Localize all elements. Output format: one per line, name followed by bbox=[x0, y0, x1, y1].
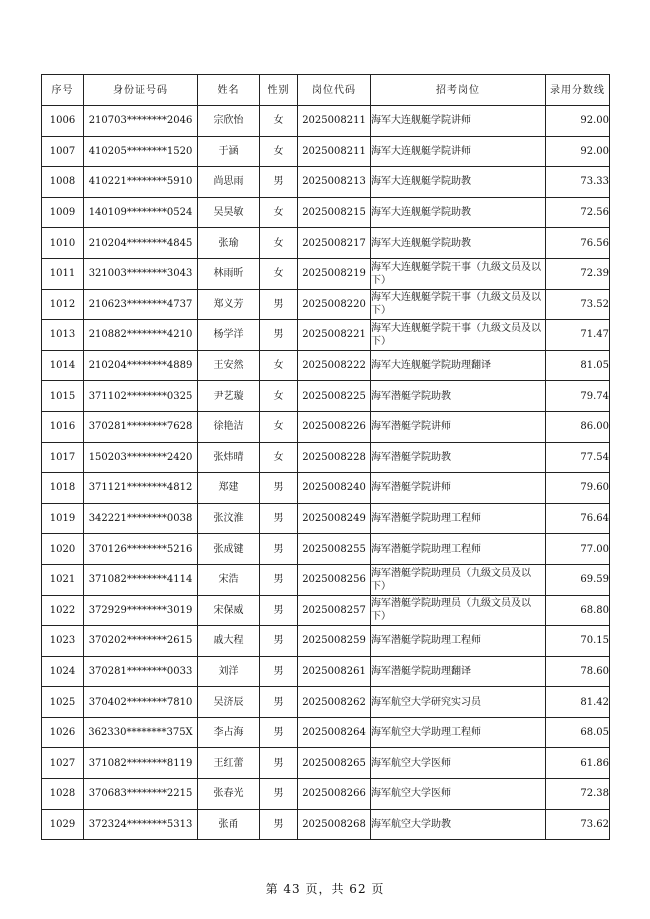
table-row bbox=[42, 197, 610, 228]
cell-score: 68.80 bbox=[546, 595, 610, 626]
cell-score: 69.59 bbox=[546, 564, 610, 595]
cell-score: 79.74 bbox=[546, 381, 610, 412]
results-table bbox=[41, 74, 610, 840]
cell-id-number: 150203********2420 bbox=[84, 442, 198, 473]
cell-gender: 男 bbox=[260, 289, 298, 320]
cell-post: 海军大连舰艇学院讲师 bbox=[371, 106, 546, 137]
cell-id-number: 210882********4210 bbox=[84, 320, 198, 351]
cell-seq: 1015 bbox=[42, 381, 84, 412]
cell-post-code: 2025008220 bbox=[298, 289, 371, 320]
table-row bbox=[42, 136, 610, 167]
header-score: 录用分数线 bbox=[546, 75, 610, 106]
cell-name: 吴昊敏 bbox=[198, 197, 260, 228]
cell-score: 78.60 bbox=[546, 656, 610, 687]
table-row bbox=[42, 289, 610, 320]
cell-post: 海军大连舰艇学院讲师 bbox=[371, 136, 546, 167]
cell-post: 海军大连舰艇学院助教 bbox=[371, 197, 546, 228]
cell-gender: 女 bbox=[260, 381, 298, 412]
cell-score: 81.05 bbox=[546, 350, 610, 381]
table-row bbox=[42, 717, 610, 748]
cell-seq: 1029 bbox=[42, 809, 84, 840]
cell-name: 张瑜 bbox=[198, 228, 260, 259]
cell-id-number: 371082********8119 bbox=[84, 748, 198, 779]
table-row bbox=[42, 106, 610, 137]
cell-post: 海军航空大学研究实习员 bbox=[371, 687, 546, 718]
header-post-code: 岗位代码 bbox=[298, 75, 371, 106]
cell-id-number: 370402********7810 bbox=[84, 687, 198, 718]
cell-post: 海军潜艇学院助理工程师 bbox=[371, 534, 546, 565]
cell-post-code: 2025008266 bbox=[298, 779, 371, 810]
cell-post: 海军潜艇学院助教 bbox=[371, 381, 546, 412]
cell-name: 宋保威 bbox=[198, 595, 260, 626]
cell-gender: 女 bbox=[260, 197, 298, 228]
table-row bbox=[42, 809, 610, 840]
cell-gender: 男 bbox=[260, 717, 298, 748]
cell-name: 杨学洋 bbox=[198, 320, 260, 351]
table-header-row bbox=[42, 75, 610, 106]
cell-id-number: 410221********5910 bbox=[84, 167, 198, 198]
cell-score: 86.00 bbox=[546, 411, 610, 442]
cell-name: 刘洋 bbox=[198, 656, 260, 687]
cell-seq: 1011 bbox=[42, 258, 84, 289]
cell-post: 海军潜艇学院助理员（九级文员及以下） bbox=[371, 564, 546, 595]
table-row bbox=[42, 442, 610, 473]
cell-gender: 女 bbox=[260, 106, 298, 137]
cell-post-code: 2025008264 bbox=[298, 717, 371, 748]
cell-id-number: 371102********0325 bbox=[84, 381, 198, 412]
cell-id-number: 210703********2046 bbox=[84, 106, 198, 137]
cell-name: 李占海 bbox=[198, 717, 260, 748]
cell-post: 海军航空大学助理工程师 bbox=[371, 717, 546, 748]
cell-gender: 女 bbox=[260, 350, 298, 381]
table-row bbox=[42, 411, 610, 442]
cell-seq: 1018 bbox=[42, 473, 84, 504]
cell-id-number: 410205********1520 bbox=[84, 136, 198, 167]
cell-post-code: 2025008262 bbox=[298, 687, 371, 718]
cell-score: 61.86 bbox=[546, 748, 610, 779]
cell-seq: 1020 bbox=[42, 534, 84, 565]
cell-name: 于涵 bbox=[198, 136, 260, 167]
cell-score: 92.00 bbox=[546, 106, 610, 137]
cell-seq: 1006 bbox=[42, 106, 84, 137]
cell-post: 海军大连舰艇学院助理翻译 bbox=[371, 350, 546, 381]
cell-score: 73.62 bbox=[546, 809, 610, 840]
cell-id-number: 210623********4737 bbox=[84, 289, 198, 320]
cell-seq: 1022 bbox=[42, 595, 84, 626]
cell-score: 73.52 bbox=[546, 289, 610, 320]
header-name: 姓名 bbox=[198, 75, 260, 106]
cell-score: 72.38 bbox=[546, 779, 610, 810]
cell-seq: 1024 bbox=[42, 656, 84, 687]
table-body bbox=[42, 106, 610, 840]
header-id-number: 身份证号码 bbox=[84, 75, 198, 106]
header-gender: 性别 bbox=[260, 75, 298, 106]
cell-name: 张汶淮 bbox=[198, 503, 260, 534]
cell-seq: 1017 bbox=[42, 442, 84, 473]
table-row bbox=[42, 320, 610, 351]
cell-gender: 男 bbox=[260, 473, 298, 504]
cell-seq: 1023 bbox=[42, 626, 84, 657]
cell-score: 92.00 bbox=[546, 136, 610, 167]
cell-seq: 1016 bbox=[42, 411, 84, 442]
table-row bbox=[42, 626, 610, 657]
cell-score: 79.60 bbox=[546, 473, 610, 504]
cell-id-number: 371121********4812 bbox=[84, 473, 198, 504]
cell-gender: 女 bbox=[260, 136, 298, 167]
cell-score: 71.47 bbox=[546, 320, 610, 351]
cell-gender: 男 bbox=[260, 320, 298, 351]
cell-post-code: 2025008213 bbox=[298, 167, 371, 198]
cell-post-code: 2025008211 bbox=[298, 136, 371, 167]
cell-name: 郑义芳 bbox=[198, 289, 260, 320]
cell-seq: 1014 bbox=[42, 350, 84, 381]
table-row bbox=[42, 258, 610, 289]
cell-post: 海军潜艇学院助理工程师 bbox=[371, 626, 546, 657]
cell-name: 王安然 bbox=[198, 350, 260, 381]
cell-id-number: 372324********5313 bbox=[84, 809, 198, 840]
cell-id-number: 210204********4889 bbox=[84, 350, 198, 381]
cell-post: 海军潜艇学院讲师 bbox=[371, 473, 546, 504]
table-row bbox=[42, 167, 610, 198]
cell-id-number: 362330********375X bbox=[84, 717, 198, 748]
cell-post: 海军潜艇学院助理员（九级文员及以下） bbox=[371, 595, 546, 626]
table-row bbox=[42, 595, 610, 626]
cell-score: 76.64 bbox=[546, 503, 610, 534]
cell-name: 徐艳洁 bbox=[198, 411, 260, 442]
cell-post: 海军潜艇学院助理工程师 bbox=[371, 503, 546, 534]
cell-seq: 1008 bbox=[42, 167, 84, 198]
cell-post: 海军大连舰艇学院干事（九级文员及以下） bbox=[371, 320, 546, 351]
cell-post-code: 2025008259 bbox=[298, 626, 371, 657]
cell-seq: 1013 bbox=[42, 320, 84, 351]
cell-post-code: 2025008257 bbox=[298, 595, 371, 626]
header-seq: 序号 bbox=[42, 75, 84, 106]
cell-post: 海军大连舰艇学院助教 bbox=[371, 228, 546, 259]
cell-gender: 男 bbox=[260, 656, 298, 687]
table-row bbox=[42, 534, 610, 565]
cell-id-number: 321003********3043 bbox=[84, 258, 198, 289]
table-row bbox=[42, 473, 610, 504]
cell-score: 81.42 bbox=[546, 687, 610, 718]
cell-post-code: 2025008226 bbox=[298, 411, 371, 442]
cell-name: 张炜晴 bbox=[198, 442, 260, 473]
cell-post: 海军潜艇学院讲师 bbox=[371, 411, 546, 442]
cell-post-code: 2025008228 bbox=[298, 442, 371, 473]
cell-id-number: 370126********5216 bbox=[84, 534, 198, 565]
cell-seq: 1025 bbox=[42, 687, 84, 718]
cell-name: 尚思雨 bbox=[198, 167, 260, 198]
table-row bbox=[42, 381, 610, 412]
cell-post-code: 2025008221 bbox=[298, 320, 371, 351]
table-row bbox=[42, 503, 610, 534]
cell-gender: 男 bbox=[260, 809, 298, 840]
cell-gender: 男 bbox=[260, 503, 298, 534]
cell-post: 海军潜艇学院助教 bbox=[371, 442, 546, 473]
cell-score: 72.56 bbox=[546, 197, 610, 228]
cell-score: 77.00 bbox=[546, 534, 610, 565]
table-row bbox=[42, 564, 610, 595]
cell-name: 张甬 bbox=[198, 809, 260, 840]
cell-name: 张春光 bbox=[198, 779, 260, 810]
cell-post-code: 2025008219 bbox=[298, 258, 371, 289]
cell-score: 70.15 bbox=[546, 626, 610, 657]
table-row bbox=[42, 656, 610, 687]
cell-gender: 男 bbox=[260, 167, 298, 198]
cell-id-number: 370281********0033 bbox=[84, 656, 198, 687]
cell-post-code: 2025008256 bbox=[298, 564, 371, 595]
cell-post-code: 2025008268 bbox=[298, 809, 371, 840]
cell-post-code: 2025008240 bbox=[298, 473, 371, 504]
table-row bbox=[42, 779, 610, 810]
cell-post-code: 2025008211 bbox=[298, 106, 371, 137]
table-row bbox=[42, 228, 610, 259]
cell-score: 72.39 bbox=[546, 258, 610, 289]
cell-post-code: 2025008265 bbox=[298, 748, 371, 779]
table-row bbox=[42, 350, 610, 381]
cell-score: 76.56 bbox=[546, 228, 610, 259]
cell-score: 73.33 bbox=[546, 167, 610, 198]
cell-name: 尹艺璇 bbox=[198, 381, 260, 412]
cell-seq: 1021 bbox=[42, 564, 84, 595]
cell-id-number: 371082********4114 bbox=[84, 564, 198, 595]
cell-name: 郑建 bbox=[198, 473, 260, 504]
cell-gender: 男 bbox=[260, 779, 298, 810]
cell-seq: 1007 bbox=[42, 136, 84, 167]
cell-post: 海军航空大学助教 bbox=[371, 809, 546, 840]
cell-seq: 1019 bbox=[42, 503, 84, 534]
cell-post: 海军航空大学医师 bbox=[371, 748, 546, 779]
cell-post-code: 2025008217 bbox=[298, 228, 371, 259]
cell-gender: 男 bbox=[260, 534, 298, 565]
cell-gender: 男 bbox=[260, 687, 298, 718]
cell-post: 海军潜艇学院助理翻译 bbox=[371, 656, 546, 687]
cell-post-code: 2025008215 bbox=[298, 197, 371, 228]
cell-post-code: 2025008249 bbox=[298, 503, 371, 534]
cell-seq: 1010 bbox=[42, 228, 84, 259]
cell-id-number: 370683********2215 bbox=[84, 779, 198, 810]
cell-gender: 男 bbox=[260, 595, 298, 626]
cell-seq: 1027 bbox=[42, 748, 84, 779]
cell-gender: 女 bbox=[260, 411, 298, 442]
cell-seq: 1028 bbox=[42, 779, 84, 810]
table-row bbox=[42, 748, 610, 779]
cell-id-number: 140109********0524 bbox=[84, 197, 198, 228]
cell-post-code: 2025008225 bbox=[298, 381, 371, 412]
cell-id-number: 370281********7628 bbox=[84, 411, 198, 442]
cell-name: 宗欣怡 bbox=[198, 106, 260, 137]
cell-name: 林雨昕 bbox=[198, 258, 260, 289]
cell-post-code: 2025008222 bbox=[298, 350, 371, 381]
header-post: 招考岗位 bbox=[371, 75, 546, 106]
cell-name: 王红蕾 bbox=[198, 748, 260, 779]
cell-post-code: 2025008261 bbox=[298, 656, 371, 687]
cell-name: 张成键 bbox=[198, 534, 260, 565]
cell-gender: 女 bbox=[260, 442, 298, 473]
cell-seq: 1009 bbox=[42, 197, 84, 228]
cell-name: 宋浩 bbox=[198, 564, 260, 595]
cell-gender: 男 bbox=[260, 564, 298, 595]
cell-seq: 1026 bbox=[42, 717, 84, 748]
page-footer: 第 43 页，共 62 页 bbox=[265, 882, 385, 896]
cell-score: 77.54 bbox=[546, 442, 610, 473]
cell-id-number: 342221********0038 bbox=[84, 503, 198, 534]
cell-post: 海军大连舰艇学院助教 bbox=[371, 167, 546, 198]
cell-gender: 女 bbox=[260, 228, 298, 259]
cell-id-number: 210204********4845 bbox=[84, 228, 198, 259]
cell-score: 68.05 bbox=[546, 717, 610, 748]
cell-gender: 男 bbox=[260, 626, 298, 657]
cell-id-number: 370202********2615 bbox=[84, 626, 198, 657]
cell-name: 吴济辰 bbox=[198, 687, 260, 718]
cell-post: 海军航空大学医师 bbox=[371, 779, 546, 810]
cell-name: 戚大程 bbox=[198, 626, 260, 657]
table-row bbox=[42, 687, 610, 718]
cell-gender: 男 bbox=[260, 748, 298, 779]
cell-post: 海军大连舰艇学院干事（九级文员及以下） bbox=[371, 289, 546, 320]
cell-post: 海军大连舰艇学院干事（九级文员及以下） bbox=[371, 258, 546, 289]
cell-seq: 1012 bbox=[42, 289, 84, 320]
cell-id-number: 372929********3019 bbox=[84, 595, 198, 626]
cell-gender: 女 bbox=[260, 258, 298, 289]
cell-post-code: 2025008255 bbox=[298, 534, 371, 565]
